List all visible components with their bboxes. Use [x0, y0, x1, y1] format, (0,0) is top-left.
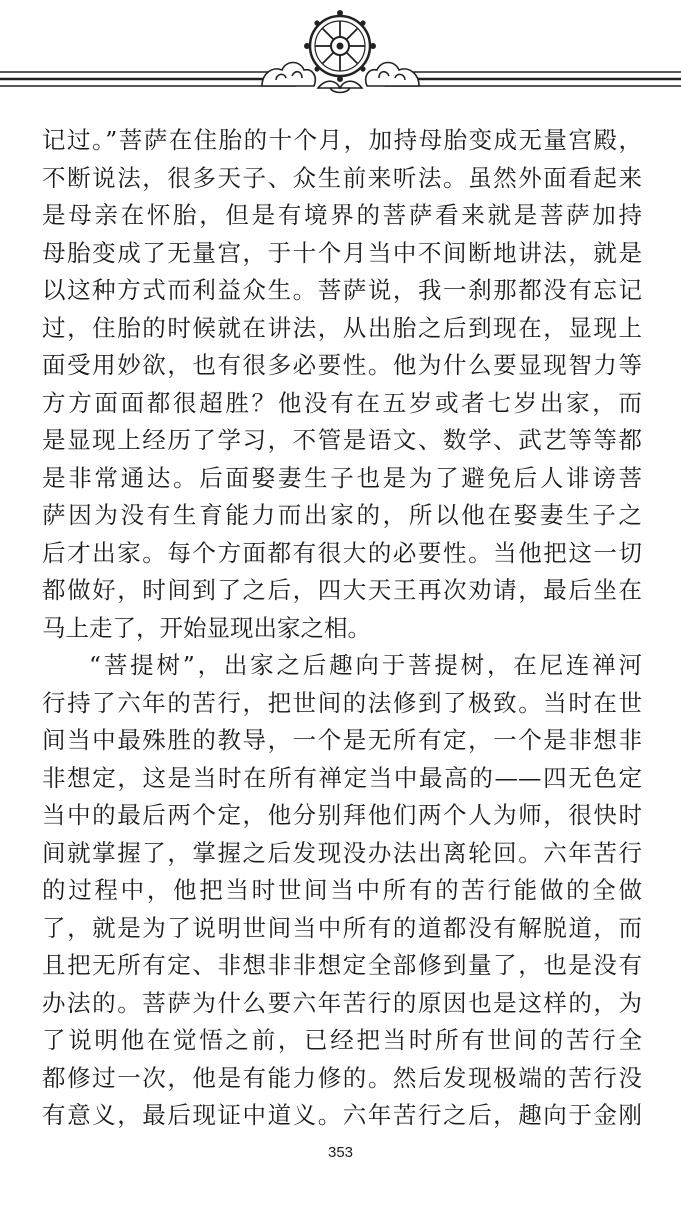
paragraph2-line: 行持了六年的苦行，把世间的法修到了极致。当时在世	[42, 688, 642, 717]
paragraph2-line: 都修过一次，他是有能力修的。然后发现极端的苦行没	[42, 1063, 642, 1092]
paragraph2-line: 的过程中，他把当时世间当中所有的苦行能做的全做	[42, 876, 642, 904]
paragraph1-line: 过，住胎的时候就在讲法，从出胎之后到现在，显现上	[42, 313, 642, 342]
paragraph1-line: 方方面面都很超胜？他没有在五岁或者七岁出家，而	[42, 388, 642, 417]
paragraph1-line: 记过。”菩萨在住胎的十个月，加持母胎变成无量宫殿，	[42, 126, 642, 154]
paragraph2-line: 间当中最殊胜的教导，一个是无所有定，一个是非想非	[42, 726, 642, 754]
page-number: 353	[327, 1144, 354, 1161]
lotus-base-icon	[318, 81, 362, 92]
paragraph2-line: 有意义，最后现证中道义。六年苦行之后，趣向于金刚	[42, 1101, 642, 1129]
paragraph2-line: 间就掌握了，掌握之后发现没办法出离轮回。六年苦行	[42, 838, 642, 867]
header-ornament	[0, 0, 681, 110]
paragraph2-line: 了说明他在觉悟之前，已经把当时所有世间的苦行全	[42, 1026, 642, 1054]
paragraph1-line: 是显现上经历了学习，不管是语文、数学、武艺等等都	[42, 426, 642, 454]
paragraph2-line: 且把无所有定、非想非非想定全部修到量了，也是没有	[42, 951, 642, 979]
paragraph1-line: 萨因为没有生育能力而出家的，所以他在娶妻生子之	[42, 501, 642, 529]
paragraph1-line: 都做好，时间到了之后，四大天王再次劝请，最后坐在	[42, 576, 642, 604]
paragraph2-line: 办法的。菩萨为什么要六年苦行的原因也是这样的，为	[42, 988, 642, 1017]
body-text	[42, 122, 642, 1135]
paragraph1-line: 是母亲在怀胎，但是有境界的菩萨看来就是菩萨加持	[42, 201, 642, 229]
paragraph1-line: 马上走了，开始显现出家之相。	[42, 613, 371, 642]
right-cloud-icon	[366, 63, 419, 87]
left-cloud-icon	[262, 63, 315, 87]
paragraph2-line: 非想定，这是当时在所有禅定当中最高的——四无色定	[42, 763, 642, 792]
paragraph1-line: 以这种方式而利益众生。菩萨说，我一刹那都没有忘记	[42, 276, 642, 304]
dharma-wheel-icon	[304, 10, 376, 82]
paragraph1-line: 是非常通达。后面娶妻生子也是为了避免后人诽谤菩	[42, 463, 642, 492]
paragraph1-line: 不断说法，很多天子、众生前来听法。虽然外面看起来	[42, 163, 642, 192]
paragraph2-line: “菩提树”，出家之后趣向于菩提树，在尼连禅河	[89, 651, 642, 679]
paragraph1-line: 母胎变成了无量宫，于十个月当中不间断地讲法，就是	[42, 238, 642, 267]
paragraph1-line: 面受用妙欲，也有很多必要性。他为什么要显现智力等	[42, 351, 642, 379]
paragraph2-line: 了，就是为了说明世间当中所有的道都没有解脱道，而	[42, 913, 642, 942]
paragraph2-line: 当中的最后两个定，他分别拜他们两个人为师，很快时	[42, 801, 642, 829]
paragraph1-line: 后才出家。每个方面都有很大的必要性。当他把这一切	[42, 538, 642, 567]
